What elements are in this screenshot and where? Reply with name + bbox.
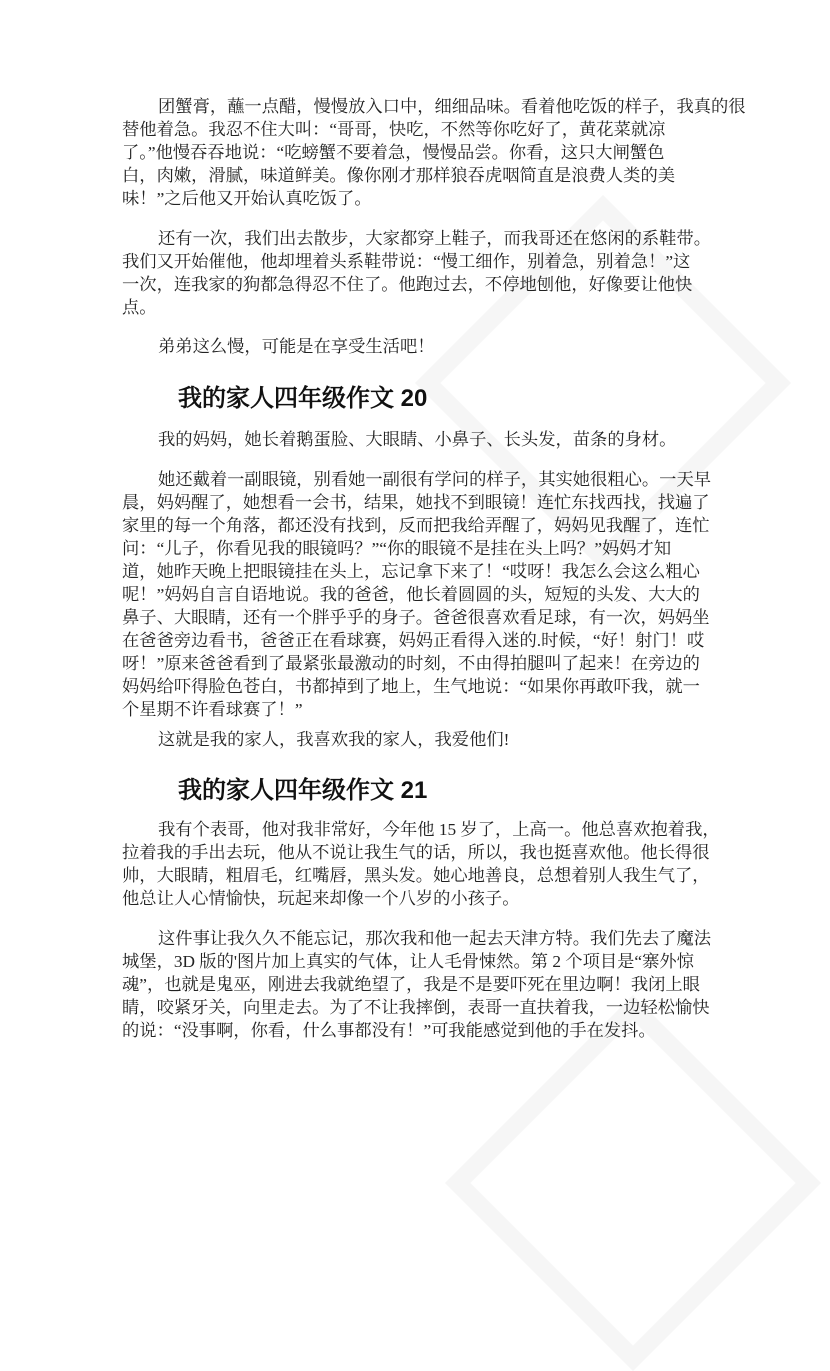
- text-line: 味！”之后他又开始认真吃饭了。: [122, 189, 372, 208]
- paragraph: [122, 728, 722, 751]
- watermark: [445, 995, 821, 1371]
- paragraph: [122, 468, 722, 721]
- text-line: 道，她昨天晚上把眼镜挂在头上，忘记拿下来了！“哎呀！我怎么会这么粗心: [122, 562, 700, 581]
- text-line: 这就是我的家人，我喜欢我的家人，我爱他们!: [158, 730, 510, 749]
- paragraph: [122, 335, 722, 358]
- text-line: 一次，连我家的狗都急得忍不住了。他跑过去，不停地刨他，好像要让他快: [122, 275, 693, 294]
- text-line: 团蟹膏，蘸一点醋，慢慢放入口中，细细品味。看着他吃饭的样子，我真的很: [158, 97, 746, 116]
- paragraph: [122, 227, 722, 319]
- text-line: 他总让人心情愉快，玩起来却像一个八岁的小孩子。: [122, 889, 520, 908]
- text-line: 呀！”原来爸爸看到了最紧张最激动的时刻，不由得拍腿叫了起来！在旁边的: [122, 654, 700, 673]
- text-line: 魂”，也就是鬼巫，刚进去我就绝望了，我是不是要吓死在里边啊！我闭上眼: [122, 975, 700, 994]
- text-line: 城堡，3D 版的'图片加上真实的气体，让人毛骨悚然。第 2 个项目是“寨外惊: [122, 952, 694, 971]
- text-line: 的说：“没事啊，你看，什么事都没有！”可我能感觉到他的手在发抖。: [122, 1021, 656, 1040]
- text-line: 点。: [122, 298, 157, 317]
- essay-title: 我的家人四年级作文 20: [178, 385, 428, 412]
- text-line: 我们又开始催他，他却埋着头系鞋带说：“慢工细作，别着急，别着急！”这: [122, 252, 691, 271]
- text-line: 妈妈给吓得脸色苍白，书都掉到了地上，生气地说：“如果你再敢吓我，就一: [122, 677, 700, 696]
- text-line: 睛，咬紧牙关，向里走去。为了不让我摔倒，表哥一直扶着我，一边轻松愉快: [122, 998, 710, 1017]
- text-line: 鼻子、大眼睛，还有一个胖乎乎的身子。爸爸很喜欢看足球，有一次，妈妈坐: [122, 608, 710, 627]
- text-line: 替他着急。我忍不住大叫：“哥哥，快吃，不然等你吃好了，黄花菜就凉: [122, 120, 666, 139]
- text-line: 还有一次，我们出去散步，大家都穿上鞋子，而我哥还在悠闲的系鞋带。: [158, 229, 712, 248]
- text-line: 我的妈妈，她长着鹅蛋脸、大眼睛、小鼻子、长头发，苗条的身材。: [158, 430, 677, 449]
- text-line: 她还戴着一副眼镜，别看她一副很有学问的样子，其实她很粗心。一天早: [158, 470, 712, 489]
- text-line: 家里的每一个角落，都还没有找到，反而把我给弄醒了，妈妈见我醒了，连忙: [122, 516, 710, 535]
- text-line: 问：“儿子，你看见我的眼镜吗？”“你的眼镜不是挂在头上吗？”妈妈才知: [122, 539, 672, 558]
- paragraph: [122, 95, 746, 210]
- essay-title: 我的家人四年级作文 21: [178, 777, 428, 804]
- text-line: 了。”他慢吞吞地说：“吃螃蟹不要着急，慢慢品尝。你看，这只大闸蟹色: [122, 143, 665, 162]
- text-line: 帅，大眼睛，粗眉毛，红嘴唇，黑头发。她心地善良，总想着别人我生气了，: [122, 866, 710, 885]
- text-line: 我有个表哥，他对我非常好，今年他 15 岁了，上高一。他总喜欢抱着我，: [158, 820, 720, 839]
- text-line: 弟弟这么慢，可能是在享受生活吧！: [158, 337, 435, 356]
- text-line: 个星期不许看球赛了！”: [122, 700, 303, 719]
- text-line: 这件事让我久久不能忘记，那次我和他一起去天津方特。我们先去了魔法: [158, 929, 712, 948]
- paragraph: [122, 818, 722, 910]
- text-line: 晨，妈妈醒了，她想看一会书，结果，她找不到眼镜！连忙东找西找，找遍了: [122, 493, 710, 512]
- paragraph: [122, 927, 722, 1042]
- text-line: 拉着我的手出去玩，他从不说让我生气的话，所以，我也挺喜欢他。他长得很: [122, 843, 710, 862]
- text-line: 在爸爸旁边看书，爸爸正在看球赛，妈妈正看得入迷的.时候，“好！射门！哎: [122, 631, 705, 650]
- paragraph: [122, 428, 722, 451]
- text-line: 白，肉嫩，滑腻，味道鲜美。像你刚才那样狼吞虎咽简直是浪费人类的美: [122, 166, 676, 185]
- text-line: 呢！”妈妈自言自语地说。我的爸爸，他长着圆圆的头，短短的头发、大大的: [122, 585, 700, 604]
